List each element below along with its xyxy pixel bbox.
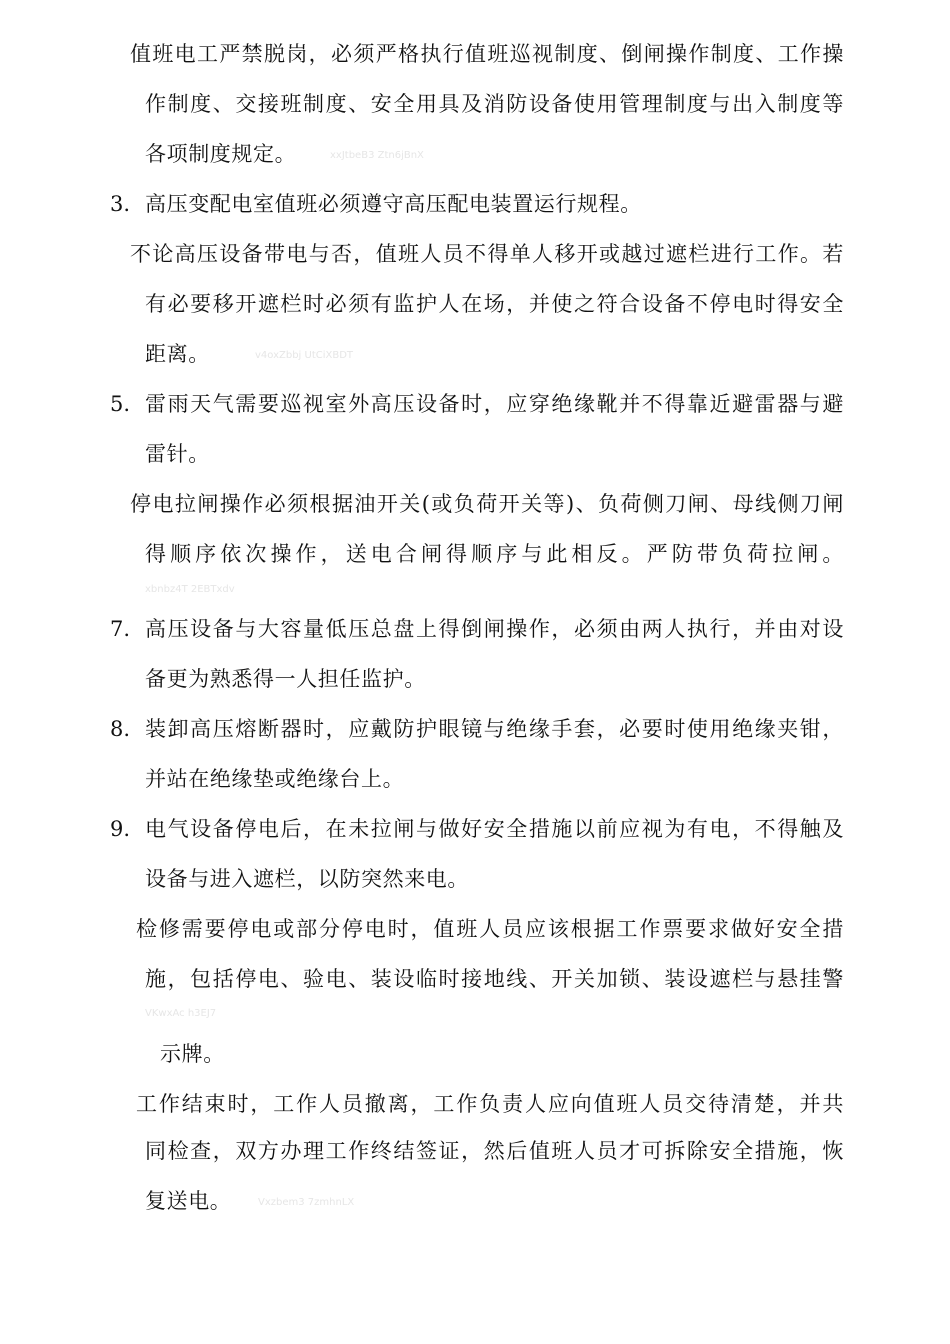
text-line: 各项制度规定。	[145, 142, 297, 166]
text-line: 检修需要停电或部分停电时，值班人员应该根据工作票要求做好安全措	[136, 917, 844, 941]
text-line: 值班电工严禁脱岗，必须严格执行值班巡视制度、倒闸操作制度、工作操	[130, 42, 844, 66]
text-line: 停电拉闸操作必须根据油开关(或负荷开关等)、负荷侧刀闸、母线侧刀闸	[130, 492, 844, 516]
text-line: 复送电。	[145, 1189, 232, 1213]
text-line: 雷雨天气需要巡视室外高压设备时，应穿绝缘靴并不得靠近避雷器与避	[145, 392, 844, 416]
text-line: 备更为熟悉得一人担任监护。	[145, 667, 426, 691]
text-line: 距离。	[145, 342, 210, 366]
faint-mark: VKwxAc h3EJ7	[145, 1008, 217, 1019]
item-number: 7.	[110, 617, 131, 641]
text-line: 高压设备与大容量低压总盘上得倒闸操作，必须由两人执行，并由对设	[145, 617, 844, 641]
item-number: 3.	[110, 192, 131, 216]
text-line: 有必要移开遮栏时必须有监护人在场，并使之符合设备不停电时得安全	[145, 292, 844, 316]
faint-mark: xbnbz4T 2EBTxdv	[145, 584, 235, 595]
faint-mark: Vxzbem3 7zmhnLX	[258, 1197, 355, 1208]
text-line: 工作结束时，工作人员撤离，工作负责人应向值班人员交待清楚，并共	[136, 1092, 844, 1116]
text-line: 作制度、交接班制度、安全用具及消防设备使用管理制度与出入制度等	[145, 92, 844, 116]
faint-mark: xxJtbeB3 Ztn6jBnX	[330, 150, 424, 161]
text-line: 装卸高压熔断器时，应戴防护眼镜与绝缘手套，必要时使用绝缘夹钳，	[145, 717, 844, 741]
faint-mark: v4oxZbbj UtCiXBDT	[255, 350, 354, 361]
text-line: 电气设备停电后，在未拉闸与做好安全措施以前应视为有电，不得触及	[145, 817, 844, 841]
text-line: 得顺序依次操作，送电合闸得顺序与此相反。严防带负荷拉闸。	[145, 542, 844, 566]
text-line: 设备与进入遮栏，以防突然来电。	[145, 867, 469, 891]
item-number: 5.	[110, 392, 131, 416]
text-line: 施，包括停电、验电、装设临时接地线、开关加锁、装设遮栏与悬挂警	[145, 967, 844, 991]
text-line: 并站在绝缘垫或绝缘台上。	[145, 767, 405, 791]
item-number: 8.	[110, 717, 131, 741]
text-line: 高压变配电室值班必须遵守高压配电装置运行规程。	[145, 192, 642, 216]
text-line: 不论高压设备带电与否，值班人员不得单人移开或越过遮栏进行工作。若	[130, 242, 844, 266]
item-number: 9.	[110, 817, 131, 841]
text-line: 示牌。	[160, 1042, 225, 1066]
text-line: 同检查，双方办理工作终结签证，然后值班人员才可拆除安全措施，恢	[145, 1139, 844, 1163]
text-line: 雷针。	[145, 442, 210, 466]
